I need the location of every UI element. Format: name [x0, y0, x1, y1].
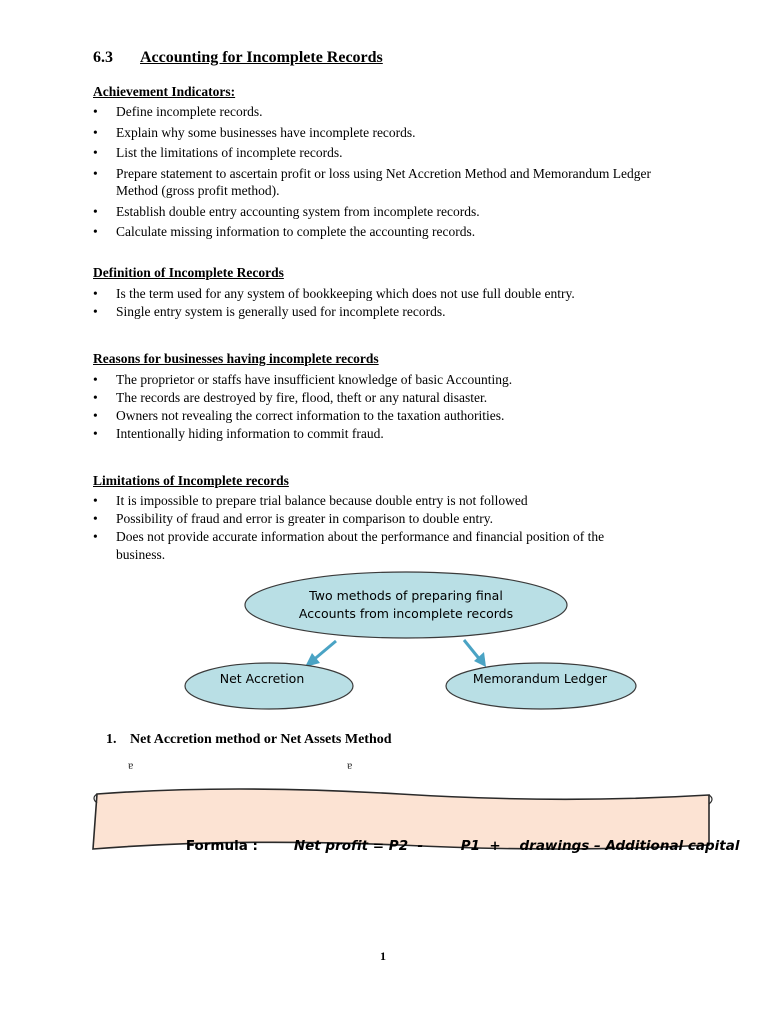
list-item: • Single entry system is generally used for incomplete records. [93, 303, 653, 321]
list-item: • Possibility of fraud and error is greater in comparison to double entry. [93, 510, 653, 528]
formula-expression: Net profit = P2 - P1 + drawings – Additional capital [293, 838, 740, 854]
list-item: • Establish double entry accounting system from incomplete records. [93, 203, 653, 221]
list-item: • It is impossible to prepare trial balance because double entry is not followed [93, 492, 653, 510]
limitations-heading: Limitations of Incomplete records [93, 473, 289, 488]
list-item: • Prepare statement to ascertain profit or loss using Net Accretion Method and Memorandum Ledger Method (gross profit method). [93, 165, 653, 200]
list-item: • Define incomplete records. [93, 103, 653, 121]
list-item: • Does not provide accurate information about the performance and financial position of the business. [93, 528, 653, 563]
swirl-icon: ɐ [128, 758, 134, 772]
achievement-heading: Achievement Indicators: [93, 84, 236, 99]
method-1-title [106, 732, 392, 748]
list-item: • Owners not revealing the correct information to the taxation authorities. [93, 407, 653, 425]
section-number: 6.3 [93, 49, 113, 66]
method-1-number: 1. [106, 732, 117, 747]
list-item: • Calculate missing information to complete the accounting records. [93, 223, 653, 241]
main-ellipse-text-line2: Accounts from incomplete records [298, 606, 514, 621]
formula-label: Formula : [185, 838, 258, 854]
reasons-heading: Reasons for businesses having incomplete records [93, 351, 379, 366]
list-item: • The proprietor or staffs have insufficient knowledge of basic Accounting. [93, 371, 653, 389]
main-ellipse-text-line1: Two methods of preparing final [309, 588, 503, 603]
net-accretion-label: Net Accretion [219, 671, 305, 686]
main-ellipse [245, 572, 567, 638]
list-item: • The records are destroyed by fire, flood, theft or any natural disaster. [93, 389, 653, 407]
formula [167, 822, 739, 870]
page-number: 1 [380, 949, 386, 963]
swirl-icon: ɐ [347, 758, 353, 772]
list-item: • Explain why some businesses have incomplete records. [93, 124, 653, 142]
list-item: • Is the term used for any system of bookkeeping which does not use full double entry. [93, 285, 653, 303]
method-1-text: Net Accretion method or Net Assets Method [130, 732, 392, 747]
list-item: • Intentionally hiding information to commit fraud. [93, 425, 653, 443]
definition-heading: Definition of Incomplete Records [93, 265, 284, 280]
memorandum-ledger-ellipse [446, 663, 636, 709]
net-accretion-ellipse [185, 663, 353, 709]
list-item: • List the limitations of incomplete records. [93, 144, 653, 162]
section-title: Accounting for Incomplete Records [140, 49, 383, 66]
memorandum-ledger-label: Memorandum Ledger [472, 671, 608, 686]
